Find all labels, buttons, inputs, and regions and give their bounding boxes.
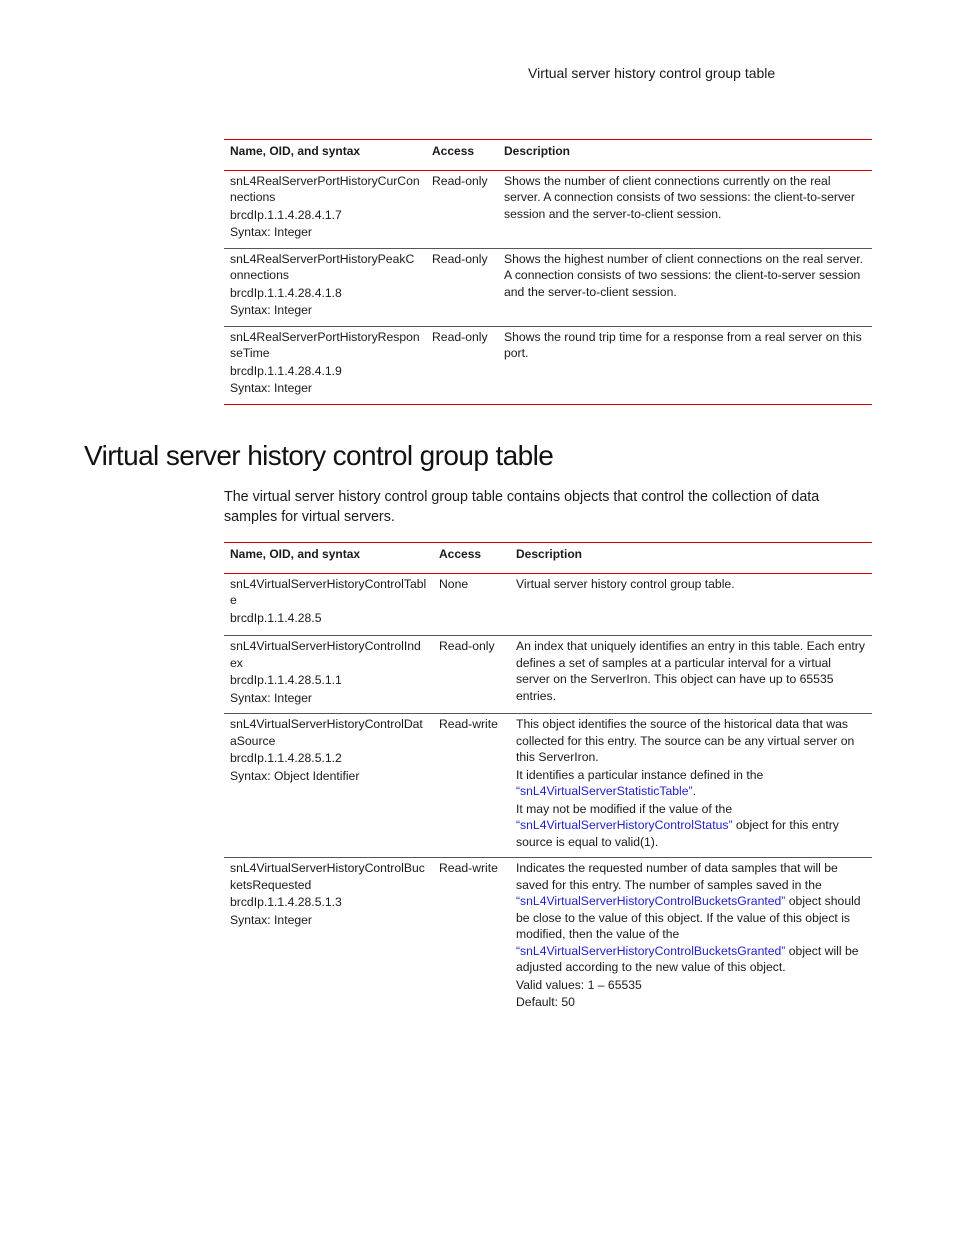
description-text: . xyxy=(692,784,696,798)
description-cell: Shows the round trip time for a response from a real server on this port. xyxy=(498,326,872,404)
object-syntax: Syntax: Integer xyxy=(230,381,312,395)
control-status-link[interactable]: “snL4VirtualServerHistoryControlStatus” xyxy=(516,818,733,832)
object-oid: brcdIp.1.1.4.28.4.1.7 xyxy=(230,207,342,222)
access-cell: Read-only xyxy=(426,170,498,248)
access-cell: Read-only xyxy=(426,248,498,326)
object-name-cell xyxy=(224,636,433,714)
description-text: It may not be modified if the value of the xyxy=(516,801,733,816)
section-title: Virtual server history control group table xyxy=(84,440,554,471)
object-oid: brcdIp.1.1.4.28.5 xyxy=(230,610,322,625)
description-text: object should be close to the value of this object. If the value of this object is modified, then the value of the xyxy=(516,894,861,941)
column-header-access: Access xyxy=(426,140,498,171)
object-oid: brcdIp.1.1.4.28.5.1.2 xyxy=(230,751,342,765)
table-row xyxy=(224,714,872,858)
description-text: Indicates the requested number of data samples that will be saved for this entry. The number of samples saved in the xyxy=(516,861,838,892)
valid-values: Valid values: 1 – 65535 xyxy=(516,977,642,992)
access-cell: None xyxy=(433,573,510,636)
description-cell: Virtual server history control group table. xyxy=(510,573,872,636)
object-syntax: Syntax: Integer xyxy=(230,303,312,317)
column-header-name: Name, OID, and syntax xyxy=(224,543,433,574)
column-header-access: Access xyxy=(433,543,510,574)
access-cell: Read-only xyxy=(433,636,510,714)
buckets-granted-link[interactable]: “snL4VirtualServerHistoryControlBucketsGranted” xyxy=(516,894,786,908)
object-name-cell xyxy=(224,326,426,404)
object-name: snL4VirtualServerHistoryControlIndex xyxy=(230,639,421,670)
object-name-cell xyxy=(224,248,426,326)
real-server-port-history-table xyxy=(224,139,872,405)
object-name-cell xyxy=(224,573,433,636)
virtual-server-history-control-table xyxy=(224,542,872,1018)
description-cell: Shows the number of client connections currently on the real server. A connection consists of two sessions: the client-to-server session and the server-to-client session. xyxy=(498,170,872,248)
table-header-row xyxy=(224,140,872,171)
object-syntax: Syntax: Integer xyxy=(230,225,312,239)
running-header-title: Virtual server history control group table xyxy=(528,65,776,81)
object-oid: brcdIp.1.1.4.28.4.1.9 xyxy=(230,363,342,378)
object-oid: brcdIp.1.1.4.28.4.1.8 xyxy=(230,285,342,300)
object-syntax: Syntax: Object Identifier xyxy=(230,768,360,783)
table-header-row xyxy=(224,543,872,574)
access-cell: Read-write xyxy=(439,861,498,875)
description-cell xyxy=(510,714,872,858)
buckets-granted-link[interactable]: “snL4VirtualServerHistoryControlBucketsGranted” xyxy=(516,943,786,958)
description-paragraph: This object identifies the source of the historical data that was collected for this entry. The source can be any virtual server on this ServerIron. xyxy=(516,717,855,764)
description-cell: An index that uniquely identifies an entry in this table. Each entry defines a set of samples at a particular interval for a virtual server on the ServerIron. This object can have up to 65535 entries. xyxy=(510,636,872,714)
table-row xyxy=(224,326,872,404)
description-text: It identifies a particular instance defined in the xyxy=(516,767,764,782)
description-paragraph xyxy=(516,767,866,800)
object-syntax: Syntax: Integer xyxy=(230,912,312,927)
description-text: object for this entry source is equal to valid(1). xyxy=(516,818,839,849)
object-name-cell xyxy=(224,170,426,248)
table-row xyxy=(224,573,872,636)
statistic-table-link[interactable]: “snL4VirtualServerStatisticTable” xyxy=(516,784,693,798)
object-oid: brcdIp.1.1.4.28.5.1.3 xyxy=(230,895,342,909)
table-row xyxy=(224,858,872,1018)
description-cell xyxy=(510,858,872,1018)
table-row xyxy=(224,636,872,714)
object-syntax: Syntax: Integer xyxy=(230,690,312,705)
object-name: snL4RealServerPortHistoryCurConnections xyxy=(230,173,420,204)
description-text: object will be adjusted according to the new value of this object. xyxy=(516,943,859,974)
object-name-cell xyxy=(224,714,433,858)
description-paragraph xyxy=(516,801,866,851)
column-header-name: Name, OID, and syntax xyxy=(224,140,426,171)
description-cell: Shows the highest number of client connections on the real server. A connection consists of two sessions: the client-to-server session and the server-to-client session. xyxy=(498,248,872,326)
object-name: snL4VirtualServerHistoryControlDataSource xyxy=(230,717,423,748)
section-intro: The virtual server history control group table contains objects that control the collection of data samples for virtual servers. xyxy=(224,489,820,525)
object-name: snL4VirtualServerHistoryControlBucketsRequested xyxy=(230,861,425,892)
table-row xyxy=(224,248,872,326)
object-name: snL4RealServerPortHistoryPeakConnections xyxy=(230,251,415,282)
object-name: snL4VirtualServerHistoryControlTable xyxy=(230,576,427,607)
object-name: snL4RealServerPortHistoryResponseTime xyxy=(230,329,420,360)
access-cell: Read-write xyxy=(433,714,510,858)
column-header-description: Description xyxy=(498,140,872,171)
description-paragraph xyxy=(516,860,866,976)
access-cell: Read-only xyxy=(426,326,498,404)
column-header-description: Description xyxy=(510,543,872,574)
table-row xyxy=(224,170,872,248)
object-oid: brcdIp.1.1.4.28.5.1.1 xyxy=(230,673,342,687)
object-name-cell xyxy=(224,858,433,1018)
default-value: Default: 50 xyxy=(516,995,575,1009)
